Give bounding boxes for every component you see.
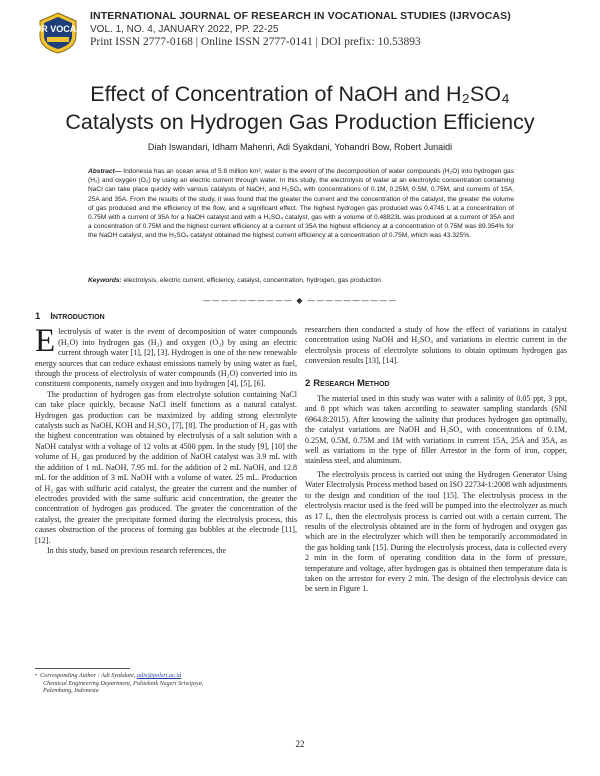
section-divider: —————————— ◆ —————————— [202,296,398,305]
intro-paragraph-3: In this study, based on previous research references, the [47,545,227,555]
journal-header [33,10,577,62]
dropcap: E [35,323,56,360]
intro-number: 1 [35,311,41,322]
keywords-text: electrolysis, electric current, efficiency, catalyst, concentration, hydrogen, gas production [121,277,381,284]
footnote-author: Corresponding Author : Adi Syakdani, [40,672,137,679]
method-title: Research Method [313,377,390,389]
footnote-location: Palembang, Indonesia [43,687,99,695]
right-column [305,325,567,595]
intro-heading [35,312,297,322]
author-email-link[interactable]: adis@polsri.ac.id [137,672,182,679]
footnote-affiliation: Chemical Engineering Department, Politeknik Negeri Sriwijaya, [43,679,204,687]
intro-paragraph-2: The production of hydrogen gas from electrolyte solution containing NaCl can take place quickly, because NaCl itself functions as a natural catalyst. Hydrogen gas production can be maximized by adding strong electrolyte catalysts such as NaOH, KOH and H₂SO₄ [7], [8]. The production of H₂ gas with the highest concentration was obtained by electrolysis of a salt solution with a NaOH catalyst with a voltage of 12 volts at 4500 ppm. In the study [9], [10] the volume of H₂ gas produced by the addition of NaOH catalyst was 3.9 mL with the addition of 1 mL NaOH, 7.95 mL for the addition of 2 mL NaOH, and 12.8 mL for the addition of 3 mL NaOH with a volume of water. 25 mL. Production of H₂ gas with sulfuric acid catalyst, the greater the current and the number of electrodes provided with the same sulfuric acid concentration, the greater the concentration of hydrogen gas produced. The greater the concentration of the catalyst, the greater the precipitate formed during the electrolysis process, this causes obstruction of the process of forming gas bubbles at the electrode [11], [12]. [35,389,297,545]
left-column [35,312,297,556]
method-paragraph-2: The electrolysis process is carried out using the Hydrogen Generator Using Water Electrolysis Process method based on ISO 22734-1:2008 with adjustments to the design and condition of the tool [15]. The electrolysis process in the electrolysis reactor used is the feed will be pumped into the electrolyzer as much as 17 L, then the electrolysis process is carried out with a certain current. The results of the electrolysis obtained are in the form of hydrogen and oxygen gas which are in the electrolyzer which will then be temporarily accommodated in the gas holding tank [15]. During the electrolysis process, data is collected every 2 min in the form of operating condition data in the form of pressure, temperature and voltage, after hydrogen gas is obtained then temperature data is taken on the arrestor for every 2 min. The design of the electrolysis device can be seen in Figure 1. [305,469,567,594]
abstract-text: Indonesia has an ocean area of 5.8 million km², water is the event of the decomposition of water compounds (H₂O) into hydrogen gas (H₂) and oxygen (O₂) by using an electric current through water. In this study, the electrolysis of water at an electrolytic concentration containing NaCl can take place quickly with various catalysts of NaOH, and H₂SO₄ with concentrations of 0.1M, 0.25M, 0.5M, 0.75M, and currents of 15A, 25A and 35A. From the results of the study, it was found that the greater the current and the concentration of the catalyst, the greater the volume of gas produced and the efficiency of the flow, and a significant effect. The highest hydrogen gas produced was 0.4745 L at a concentration of 0.75M with a current of 35A for a NaOH catalyst and with a H₂SO₄ catalyst, gas with a volume of 0.48823L was produced at a current of 35A and a concentration of 0.75M and the highest current efficiency at a current of 35A the highest efficiency at a concentration of 0.75M was 89.354% for the NaOH catalyst, and the H₂SO₄ catalyst obtained the highest current efficiency at a concentration of 0.75M, which was 43.325%. [88,168,514,240]
author-list: Diah Iswandari, Idham Mahenri, Adi Syakdani, Yohandri Bow, Robert Junaidi [147,142,453,152]
method-paragraph-1: The material used in this study was water with a salinity of 0.05 ppt, 3 ppt, and 8 ppt which was taken according to seawater sampling standards (SNI 6964.8:2015). After knowing the salinity that produces hydrogen gas optimally, the catalyst variations are NaOH and H₂SO₄ with concentrations of 0.1M, 0.25M, 0.5M, 0.75M and 1M with variations in current 15A, 25A and 35A, as well as variations in the type of filler Arrestor in the form of iron, copper, stainless steel, and aluminum. [305,394,567,466]
keywords-label: Keywords: [88,277,122,284]
footnote-rule [35,668,130,669]
title-line-2: Catalysts on Hydrogen Gas Production Efficiency [65,110,535,134]
footnote-bullet: • [35,672,38,679]
logo-text: IJR VOCAS [33,24,83,34]
keywords [88,276,514,285]
journal-logo [33,12,83,54]
journal-name: INTERNATIONAL JOURNAL OF RESEARCH IN VOCATIONAL STUDIES (IJRVOCAS) [90,10,511,22]
intro-paragraph-4: researchers then conducted a study of how the effect of variations in catalyst concentration using NaOH and H₂SO₄ and variations in electric current in the electrolysis process of electrolyte solutions to obtain optimum hydrogen gas conversion results [13], [14]. [305,325,567,366]
title-line-1: Effect of Concentration of NaOH and H₂SO₄ [90,82,510,106]
abstract-label: Abstract— [88,168,122,175]
paper-title [0,80,600,136]
intro-title: Introduction [50,311,105,322]
method-heading [305,379,567,389]
journal-issn: Print ISSN 2777-0168 | Online ISSN 2777-0141 | DOI prefix: 10.53893 [90,36,421,48]
abstract [88,167,514,241]
intro-p1-text: lectrolysis of water is the event of decomposition of water compounds (H₂O) into hydrogen gas (H₂) and oxygen (O₂) by using an electric current through water [1], [2], [3]. Hydrogen is one of the new renewable energy sources that can reduce exhaust emissions namely by using water as fuel, through the process of electrolysis of water compounds (H₂O) converted into its constituent components, namely oxygen and into hydrogen [4], [5], [6]. [35,327,297,389]
footnote [35,672,297,695]
intro-paragraph-1 [35,323,297,389]
journal-volume: VOL. 1, NO. 4, JANUARY 2022, PP. 22-25 [90,24,279,35]
page-number: 22 [295,739,305,749]
method-number: 2 [305,377,311,389]
